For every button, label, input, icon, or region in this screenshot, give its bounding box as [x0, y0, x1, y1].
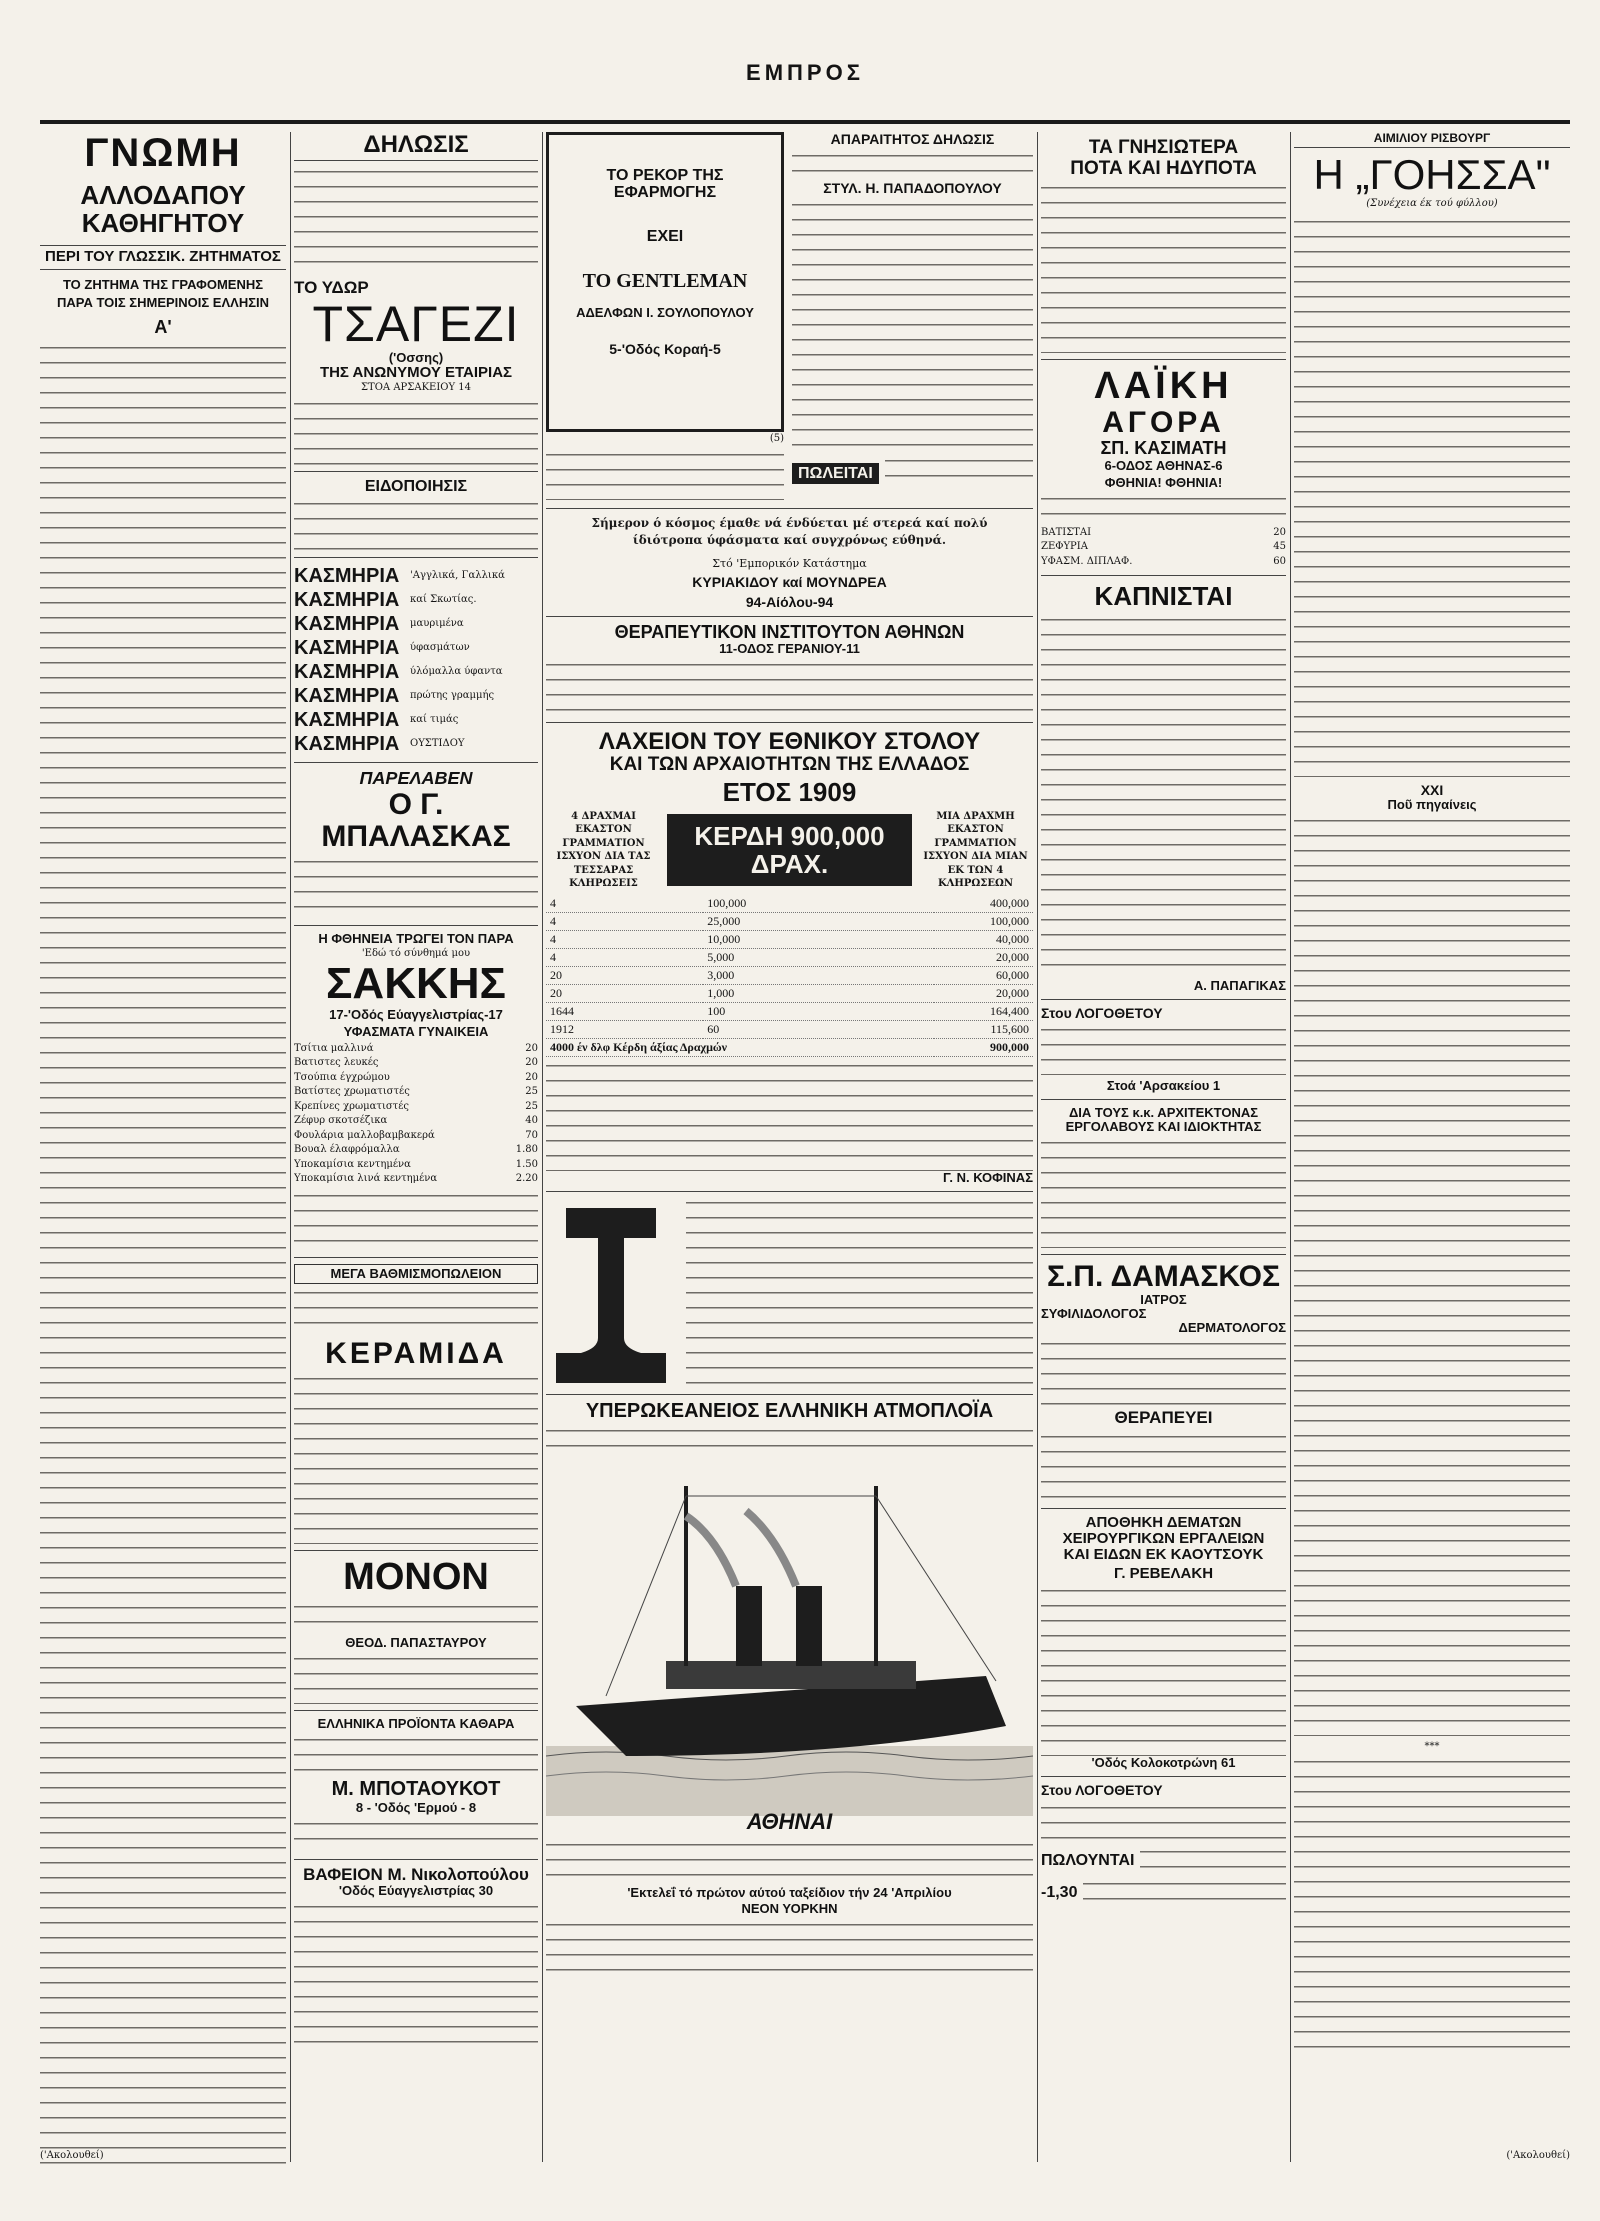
continued-note: ('Ακολουθεί) — [1506, 2149, 1570, 2161]
masthead-title: ΕΜΠΡΟΣ — [746, 60, 864, 85]
revelaki-ad — [1041, 1509, 1286, 1778]
iatros: ΙΑΤΡΟΣ — [1140, 1292, 1187, 1308]
kyriakidou-address: 94-Αίόλου-94 — [745, 593, 834, 610]
logothetou-1: Στου ΛΟΓΟΘΕΤΟΥ — [1041, 1004, 1163, 1021]
left-ticket: 4 ΔΡΑΧΜΑΙ ΕΚΑΣΤΟΝ ΓΡΑΜΜΑΤΙΟΝ ΙΣΧΥΟΝ ΔΙΑ ΤΑΣ ΤΕΣΣΑΡΑΣ ΚΛΗΡΩΣΕΙΣ — [556, 810, 651, 890]
papagikas: Α. ΠΑΠΑΓΙΚΑΣ — [1193, 977, 1286, 993]
serial-text-2 — [1294, 816, 1570, 1736]
serial-continuation: (Συνέχεια έκ τού φύλλου) — [1366, 198, 1498, 210]
apar-heading: ΑΠΑΡΑΙΤΗΤΟΣ ΔΗΛΩΣΙΣ — [830, 132, 995, 147]
agora: ΑΓΟΡΑ — [1102, 406, 1225, 440]
kasmiria-note: μαυριμένα — [410, 618, 464, 630]
kasmiria-note: καί Σκωτίας. — [410, 594, 477, 606]
potakai: ΠΟΤΑ ΚΑΙ ΗΔΥΠΟΤΑ — [1070, 157, 1257, 179]
gentleman-brothers: ΑΔΕΛΦΩΝ Ι. ΣΟΥΛΟΠΟΥΛΟΥ — [576, 305, 754, 321]
kapnistai-ad — [1041, 576, 1286, 999]
column-center — [546, 132, 1033, 2172]
sakkis-name: ΣΑΚΚΗΣ — [326, 959, 506, 1008]
arxitektones: ΔΙΑ ΤΟΥΣ κ.κ. ΑΡΧΙΤΕΚΤΟΝΑΣ — [1068, 1104, 1259, 1120]
arxitektones-ad — [1041, 1100, 1286, 1255]
column-opinion — [40, 132, 286, 2172]
kosmos-text: Σήμερον ό κόσμος έμαθε νά ένδύεται μέ στερεά καί πολύ ίδιότροπα ύφάσματα καί συγχρόνως εύθηνά. — [591, 515, 988, 547]
steamship-illustration — [546, 1456, 1033, 1836]
kasmiria-label: ΚΑΣΜΗΡΙΑ — [294, 565, 400, 588]
kasmiria-note: πρώτης γραμμής — [410, 690, 495, 702]
gentleman-address: 5-'Οδός Κοραή-5 — [609, 341, 721, 358]
prize-row: 4 5,000 20,000 — [546, 948, 1033, 966]
ergolavous: ΕΡΓΟΛΑΒΟΥΣ ΚΑΙ ΙΔΙΟΚΤΗΤΑΣ — [1065, 1118, 1262, 1134]
damaskos: Σ.Π. ΔΑΜΑΣΚΟΣ — [1046, 1259, 1281, 1293]
serial-author: ΑΙΜΙΛΙΟΥ ΡΙΣΒΟΥΡΓ — [1294, 132, 1570, 148]
prize-row: 1644 100 164,400 — [546, 1002, 1033, 1020]
prize-total-row: 4000 έν δλφ Κέρδη άξίας Δραχμών 900,000 — [546, 1038, 1033, 1056]
column-ads-right — [1041, 132, 1286, 2172]
rail-section-icon — [546, 1198, 676, 1388]
deck-2: ΠΑΡΑ ΤΟΙΣ ΣΗΜΕΡΙΝΟΙΣ ΕΛΛΗΣΙΝ — [56, 294, 270, 310]
keramida-title: ΚΕΡΑΜΙΔΑ — [325, 1336, 507, 1370]
laiki-agora-ad — [1041, 360, 1286, 576]
price-row: ΖΕΦΥΡΙΑ 45 — [1041, 541, 1286, 553]
kicker: ΓΝΩΜΗ — [84, 132, 242, 175]
mpotaoukot-ad — [294, 1711, 538, 1860]
sakkis-address: 17-'Οδός Εύαγγελιστρίας-17 — [329, 1006, 503, 1022]
prize-row: 1912 60 115,600 — [546, 1020, 1033, 1038]
tsagezi-ad — [294, 273, 538, 472]
stylianos: ΣΤΥΛ. Η. ΠΑΠΑΔΟΠΟΥΛΟΥ — [823, 180, 1002, 197]
kasmiria-label: ΚΑΣΜΗΡΙΑ — [294, 733, 400, 756]
dilosis-body — [294, 167, 538, 267]
price-row: Φουλάρια μαλλοβαμβακερά 70 — [294, 1129, 538, 1141]
headline: ΑΛΛΟΔΑΠΟΥ ΚΑΘΗΓΗΤΟΥ — [80, 180, 246, 239]
continued-note: ('Ακολουθεί) — [40, 2149, 104, 2161]
dilosis-heading: ΔΗΛΩΣΙΣ — [294, 132, 538, 161]
price-list — [294, 1042, 538, 1187]
vafeion-address: 'Οδός Εύαγγελιστρίας 30 — [338, 1883, 494, 1899]
kasmiria-ad — [294, 558, 538, 763]
kasmiria-note: 'Αγγλικά, Γαλλικά — [410, 570, 505, 582]
fthinia-sub: 'Εδώ τό σύνθημά μου — [361, 947, 471, 959]
kapnistai: ΚΑΠΝΙΣΤΑΙ — [1094, 581, 1233, 612]
tsagezi-title: ΤΣΑΓΕΖΙ — [312, 296, 520, 353]
gentleman-name: ΤΟ GENTLEMAN — [582, 269, 748, 292]
vafeion-title: ΒΑΦΕΙΟΝ Μ. Νικολοπούλου — [303, 1864, 529, 1884]
balaskas-ad — [294, 763, 538, 926]
sakkis-ad — [294, 926, 538, 1257]
syfilidologos: ΣΥΦΙΛΙΔΟΛΟΓΟΣ — [1041, 1306, 1147, 1322]
section-stars: *** — [1424, 1740, 1440, 1752]
monon-ad — [294, 1551, 538, 1711]
top-ads — [546, 132, 1033, 500]
atmoploia-title: ΥΠΕΡΩΚΕΑΝΕΙΟΣ ΕΛΛΗΝΙΚΗ ΑΤΜΟΠΛΟΪΑ — [585, 1399, 994, 1422]
masthead-rule — [40, 120, 1570, 124]
kolokotroni: 'Οδός Κολοκοτρώνη 61 — [1091, 1755, 1236, 1771]
poloyntai: ΠΩΛΟΥΝΤΑΙ — [1041, 1851, 1135, 1869]
lottery-title-2: ΚΑΙ ΤΩΝ ΑΡΧΑΙΟΤΗΤΩΝ ΤΗΣ ΕΛΛΑΔΟΣ — [609, 754, 970, 775]
price-row: Βουαλ έλαφρόμαλλα 1.80 — [294, 1144, 538, 1156]
kasmiria-label: ΚΑΣΜΗΡΙΑ — [294, 589, 400, 612]
column-ads-left — [294, 132, 538, 2172]
tsagezi-stoa: ΣΤΟΑ ΑΡΣΑΚΕΙΟΥ 14 — [360, 382, 471, 394]
kasmiria-label: ΚΑΣΜΗΡΙΑ — [294, 661, 400, 684]
column-divider — [290, 132, 291, 2162]
vafeion-ad — [294, 1860, 538, 2058]
eidopoiisis-heading: ΕΙΔΟΠΟΙΗΣΙΣ — [364, 477, 468, 495]
price-row: Βατιστες λευκές 20 — [294, 1057, 538, 1069]
kasmiria-label: ΚΑΣΜΗΡΙΑ — [294, 709, 400, 732]
kasmiria-note: καί τιμάς — [410, 714, 459, 726]
kasmiria-note: ΟΥΣΤΙΔΟΥ — [410, 738, 465, 750]
monon-title: ΜΟΝΟΝ — [343, 1556, 489, 1598]
part-marker: Α' — [154, 316, 172, 337]
price-tag: -1,30 — [1041, 1883, 1078, 1901]
kasmiria-note: ύλόμαλλα ύφαντα — [410, 666, 503, 678]
apothiki: ΑΠΟΘΗΚΗ ΔΕΜΑΤΩΝ — [1085, 1513, 1242, 1531]
column-divider — [1037, 132, 1038, 2162]
kofinas: Γ. Ν. ΚΟΦΙΝΑΣ — [943, 1169, 1033, 1185]
prize-row: 4 10,000 40,000 — [546, 930, 1033, 948]
price-row: Υποκαμίσια λινά κεντημένα 2.20 — [294, 1173, 538, 1185]
gentleman-headline: ΤΟ ΡΕΚΟΡ ΤΗΣ ΕΦΑΡΜΟΓΗΣ — [606, 167, 724, 202]
price-row: ΒΑΤΙΣΤΑΙ 20 — [1041, 526, 1286, 538]
atmoploia-ad — [546, 1395, 1033, 1986]
tsagezi-company: ΤΗΣ ΑΝΩΝΥΜΟΥ ΕΤΑΙΡΙΑΣ — [319, 364, 513, 382]
price-row: ΥΦΑΣΜ. ΔΙΠΛΑΦ. 60 — [1041, 555, 1286, 567]
price-row: Ζέφυρ σκοτσέζικα 40 — [294, 1115, 538, 1127]
fthinia-line: Η ΦΘΗΝΕΙΑ ΤΡΩΓΕΙ ΤΟΝ ΠΑΡΑ — [318, 931, 514, 947]
deck-1: ΤΟ ΖΗΤΗΜΑ ΤΗΣ ΓΡΑΦΟΜΕΝΗΣ — [62, 276, 264, 292]
kasmiria-label: ΚΑΣΜΗΡΙΑ — [294, 637, 400, 660]
rails-ad — [546, 1192, 1033, 1395]
kasimati: ΣΠ. ΚΑΣΙΜΑΤΗ — [1100, 438, 1227, 459]
therapeutikon-ad — [546, 617, 1033, 723]
keramida-ad — [294, 1258, 538, 1551]
kaoutsouk: ΚΑΙ ΕΙΔΩΝ ΕΚ ΚΑΟΥΤΣΟΥΚ — [1063, 1545, 1264, 1563]
lottery-year: ΕΤΟΣ 1909 — [722, 776, 857, 807]
prize-row: 20 3,000 60,000 — [546, 966, 1033, 984]
kasmiria-label: ΚΑΣΜΗΡΙΑ — [294, 685, 400, 708]
dermatologos: ΔΕΡΜΑΤΟΛΟΓΟΣ — [1178, 1320, 1286, 1336]
column-serial — [1294, 132, 1570, 2172]
newspaper-page — [40, 0, 1570, 2221]
logothetou-ad-2 — [1041, 1777, 1286, 1912]
emporikon: Στό 'Εμπορικόν Κατάστημα — [712, 556, 867, 570]
serial-text-1 — [1294, 217, 1570, 777]
price-row: Τσούπια έγχρώμου 20 — [294, 1071, 538, 1083]
price-row: Τσίτια μαλλινά 20 — [294, 1042, 538, 1054]
fthinia: ΦΘΗΝΙΑ! ΦΘΗΝΙΑ! — [1104, 474, 1223, 490]
kyriakidou-ad — [546, 508, 1033, 617]
kasmiria-note: ύφασμάτων — [410, 642, 470, 654]
gnisiotera: ΤΑ ΓΝΗΣΙΩΤΕΡΑ — [1088, 137, 1239, 158]
logothetou-2: Στου ΛΟΓΟΘΕΤΟΥ — [1041, 1782, 1163, 1799]
mpotaoukot-address: 8 - 'Οδός 'Ερμού - 8 — [355, 1799, 477, 1815]
price-row: Υποκαμίσια κεντημένα 1.50 — [294, 1158, 538, 1170]
subhead: ΠΕΡΙ ΤΟΥ ΓΛΩΣΣΙΚ. ΖΗΤΗΜΑΤΟΣ — [40, 245, 286, 269]
revelaki: Γ. ΡΕΒΕΛΑΚΗ — [1113, 1565, 1214, 1583]
ship-name: ΑΘΗΝΑΙ — [746, 1809, 833, 1835]
masthead — [40, 52, 1570, 122]
ad-marker: (5) — [769, 433, 784, 444]
eidopoiisis-ad — [294, 472, 538, 558]
stoa-arsakeiou: Στοά 'Αρσακείου 1 — [1106, 1077, 1221, 1093]
price-row: Κρεπίνες χρωματιστές 25 — [294, 1100, 538, 1112]
column-divider — [1290, 132, 1291, 2162]
ship-destination: ΝΕΟΝ ΥΟΡΚΗΝ — [741, 1901, 838, 1916]
damaskos-ad — [1041, 1255, 1286, 1509]
xeirourgikon: ΧΕΙΡΟΥΡΓΙΚΩΝ ΕΡΓΑΛΕΙΩΝ — [1062, 1529, 1265, 1547]
price-row: Βατίστες χρωματιστές 25 — [294, 1086, 538, 1098]
mega-heading: ΜΕΓΑ ΒΑΘΜΙΣΜΟΠΩΛΕΙΟΝ — [294, 1264, 538, 1284]
papastavrou: ΘΕΟΔ. ΠΑΠΑΣΤΑΥΡΟΥ — [345, 1635, 487, 1651]
prize-row: 20 1,000 20,000 — [546, 984, 1033, 1002]
serial-text-3 — [1294, 1757, 1570, 2057]
mpotaoukot-name: Μ. ΜΠΟΤΑΟΥΚΟΤ — [331, 1778, 501, 1801]
pota-ad — [1041, 132, 1286, 360]
balaskas-name: Ο Γ. ΜΠΑΛΑΣΚΑΣ — [321, 787, 511, 854]
therapeuei: ΘΕΡΑΠΕΥΕΙ — [1114, 1408, 1213, 1428]
ellinika-heading: ΕΛΛΗΝΙΚΑ ΠΡΟΪΟΝΤΑ ΚΑΘΑΡΑ — [317, 1716, 515, 1732]
kyriakidou-name: ΚΥΡΙΑΚΙΔΟΥ καί ΜΟΥΝΔΡΕΑ — [692, 574, 887, 591]
column-divider — [542, 132, 543, 2162]
kasimati-address: 6-ΟΔΟΣ ΑΘΗΝΑΣ-6 — [1104, 457, 1223, 473]
lottery-ad — [546, 723, 1033, 1192]
prize-row: 4 25,000 100,000 — [546, 912, 1033, 930]
kasmiria-label: ΚΑΣΜΗΡΙΑ — [294, 613, 400, 636]
chapter-number: XXI — [1420, 781, 1444, 798]
serial-title: Η „ΓΟΗΣΣΑ" — [1313, 150, 1551, 198]
tsagezi-sub: ('Οσσης) — [388, 350, 444, 366]
logothetou-ad-1 — [1041, 1000, 1286, 1100]
gentleman-echei: ΕΧΕΙ — [646, 227, 684, 245]
to-ydor: ΤΟ ΥΔΩΡ — [294, 277, 369, 297]
prize-table — [546, 895, 1033, 1057]
ship-first-voyage: 'Εκτελεΐ τό πρώτον αύτού ταξείδιον τήν 24 'Απριλίου — [627, 1884, 952, 1900]
lottery-prize-banner: ΚΕΡΔΗ 900,000 ΔΡΑΧ. — [667, 814, 912, 886]
gentleman-ad — [546, 132, 784, 432]
yfasmata: ΥΦΑΣΜΑΤΑ ΓΥΝΑΙΚΕΙΑ — [343, 1023, 489, 1039]
prize-row: 4 100,000 400,000 — [546, 895, 1033, 913]
parelaven: ΠΑΡΕΛΑΒΕΝ — [359, 768, 473, 789]
lottery-title-1: ΛΑΧΕΙΟΝ ΤΟΥ ΕΘΝΙΚΟΥ ΣΤΟΛΟΥ — [598, 728, 981, 756]
article-body — [40, 343, 286, 2172]
chapter-title: Ποῦ πηγαίνεις — [1387, 796, 1477, 812]
right-ticket: ΜΙΑ ΔΡΑΧΜΗ ΕΚΑΣΤΟΝ ΓΡΑΜΜΑΤΙΟΝ ΙΣΧΥΟΝ ΔΙΑ ΜΙΑΝ ΕΚ ΤΩΝ 4 ΚΛΗΡΩΣΕΩΝ — [923, 810, 1028, 890]
therap-address: 11-ΟΔΟΣ ΓΕΡΑΝΙΟΥ-11 — [719, 641, 860, 657]
poleitai: ΠΩΛΕΙΤΑΙ — [792, 463, 879, 484]
therap-heading: ΘΕΡΑΠΕΥΤΙΚΟΝ ΙΝΣΤΙΤΟΥΤΟΝ ΑΘΗΝΩΝ — [614, 621, 965, 642]
laiki: ΛΑΪΚΗ — [1094, 365, 1233, 408]
